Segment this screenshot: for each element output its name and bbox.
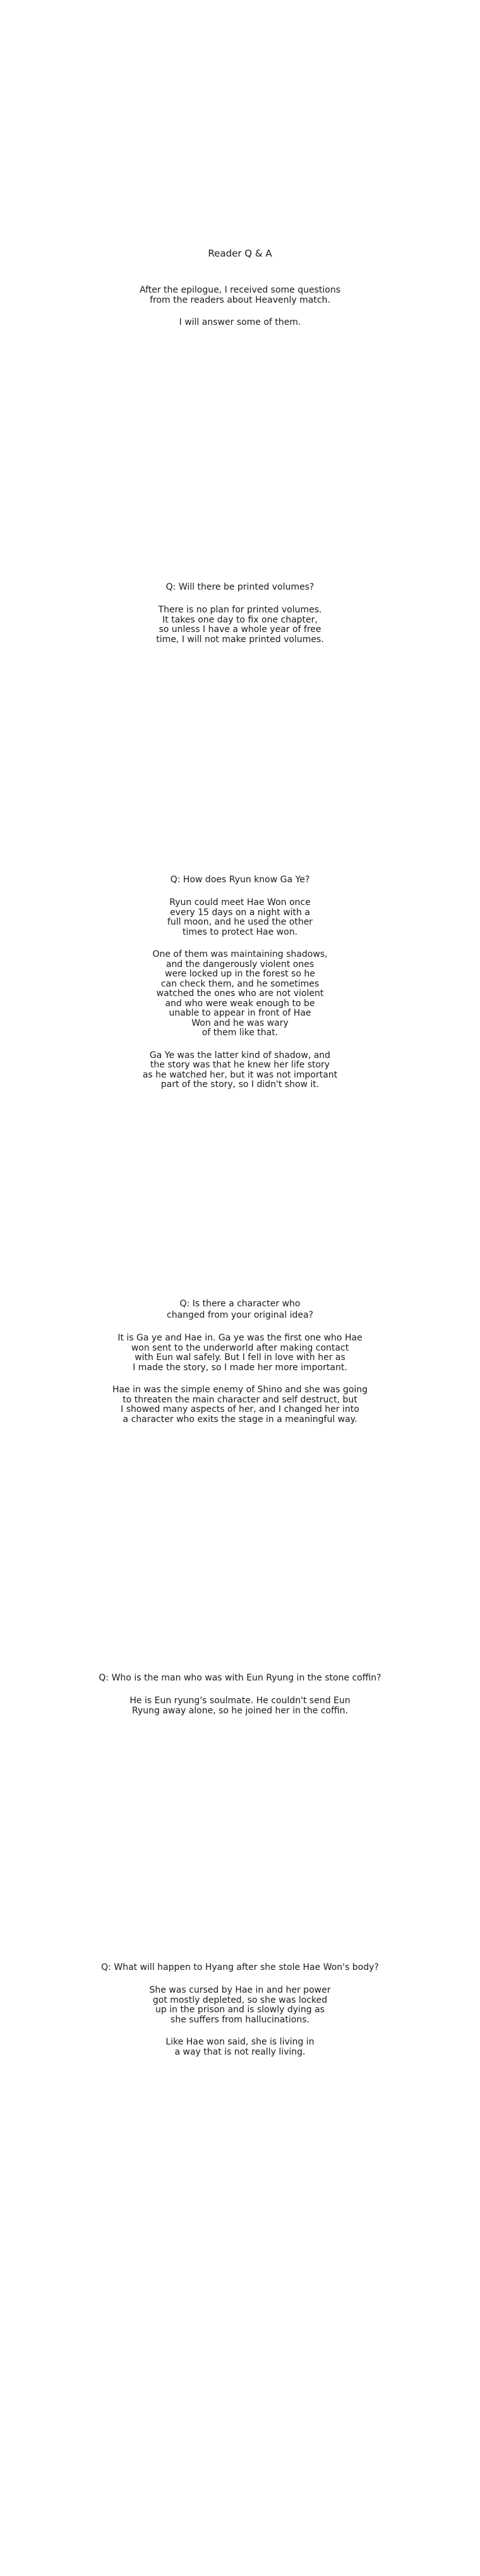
- answer-paragraph: She was cursed by Hae in and her power got mostly depleted, so she was locked up in the prison and is slowly dying as she suffers from hallucinations.: [149, 1985, 331, 2025]
- qa-section-printed-volumes: [0, 581, 480, 645]
- spacer: [0, 1038, 480, 1051]
- question: Q: What will happen to Hyang after she stole Hae Won's body?: [101, 1962, 379, 1972]
- answer-paragraph: He is Eun ryung's soulmate. He couldn't send Eun Ryung away alone, so he joined her in the coffin.: [129, 1696, 351, 1716]
- question: Q: Will there be printed volumes?: [165, 582, 315, 592]
- intro-line: After the epilogue, I received some questions: [139, 285, 341, 295]
- qa-section-ryun-ga-ye: [0, 874, 480, 1090]
- intro-text: [0, 286, 480, 305]
- answer-paragraph: Like Hae won said, she is living in a way that is not really living.: [165, 2037, 315, 2057]
- answer-paragraph: Hae in was the simple enemy of Shino and she was going to threaten the main character and self destruct, but I showed many aspects of her, and I changed her into a character who exits the stage in a meaningful way.: [112, 1385, 368, 1425]
- page-title: Reader Q & A: [208, 248, 272, 259]
- answer-paragraph: There is no plan for printed volumes. It takes one day to fix one chapter, so unless I have a whole year of free time, I will not make printed volumes.: [156, 605, 324, 645]
- spacer: [0, 937, 480, 950]
- spacer: [0, 2025, 480, 2038]
- qa-section-hyang: [0, 1962, 480, 2057]
- question: Q: Who is the man who was with Eun Ryung in the stone coffin?: [99, 1673, 381, 1683]
- spacer: [0, 305, 480, 318]
- qa-section-stone-coffin: [0, 1672, 480, 1716]
- question: Q: Is there a character who changed from your original idea?: [167, 1299, 313, 1320]
- qa-section-changed-character: [0, 1298, 480, 1425]
- intro-note: I will answer some of them.: [179, 317, 301, 327]
- answer-paragraph: It is Ga ye and Hae in. Ga ye was the first one who Hae won sent to the underworld after making contact with Eun wal safely. But I fell in love with her as I made the story, so I made her more important.: [117, 1333, 363, 1373]
- question: Q: How does Ryun know Ga Ye?: [170, 875, 310, 885]
- spacer: [0, 1373, 480, 1385]
- answer-paragraph: One of them was maintaining shadows, and the dangerously violent ones were locked up in the forest so he can check them, and he sometimes watched the ones who are not violent and who were weak enough to be unable to appear in front of Hae Won and he was wary of them like that.: [152, 949, 328, 1038]
- answer-paragraph: Ga Ye was the latter kind of shadow, and the story was that he knew her life story as he watched her, but it was not important part of the story, so I didn't show it.: [142, 1050, 338, 1090]
- intro-line: from the readers about Heavenly match.: [150, 295, 330, 305]
- intro-section: [0, 248, 480, 328]
- answer-paragraph: Ryun could meet Hae Won once every 15 days on a night with a full moon, and he used the other times to protect Hae won.: [167, 897, 313, 937]
